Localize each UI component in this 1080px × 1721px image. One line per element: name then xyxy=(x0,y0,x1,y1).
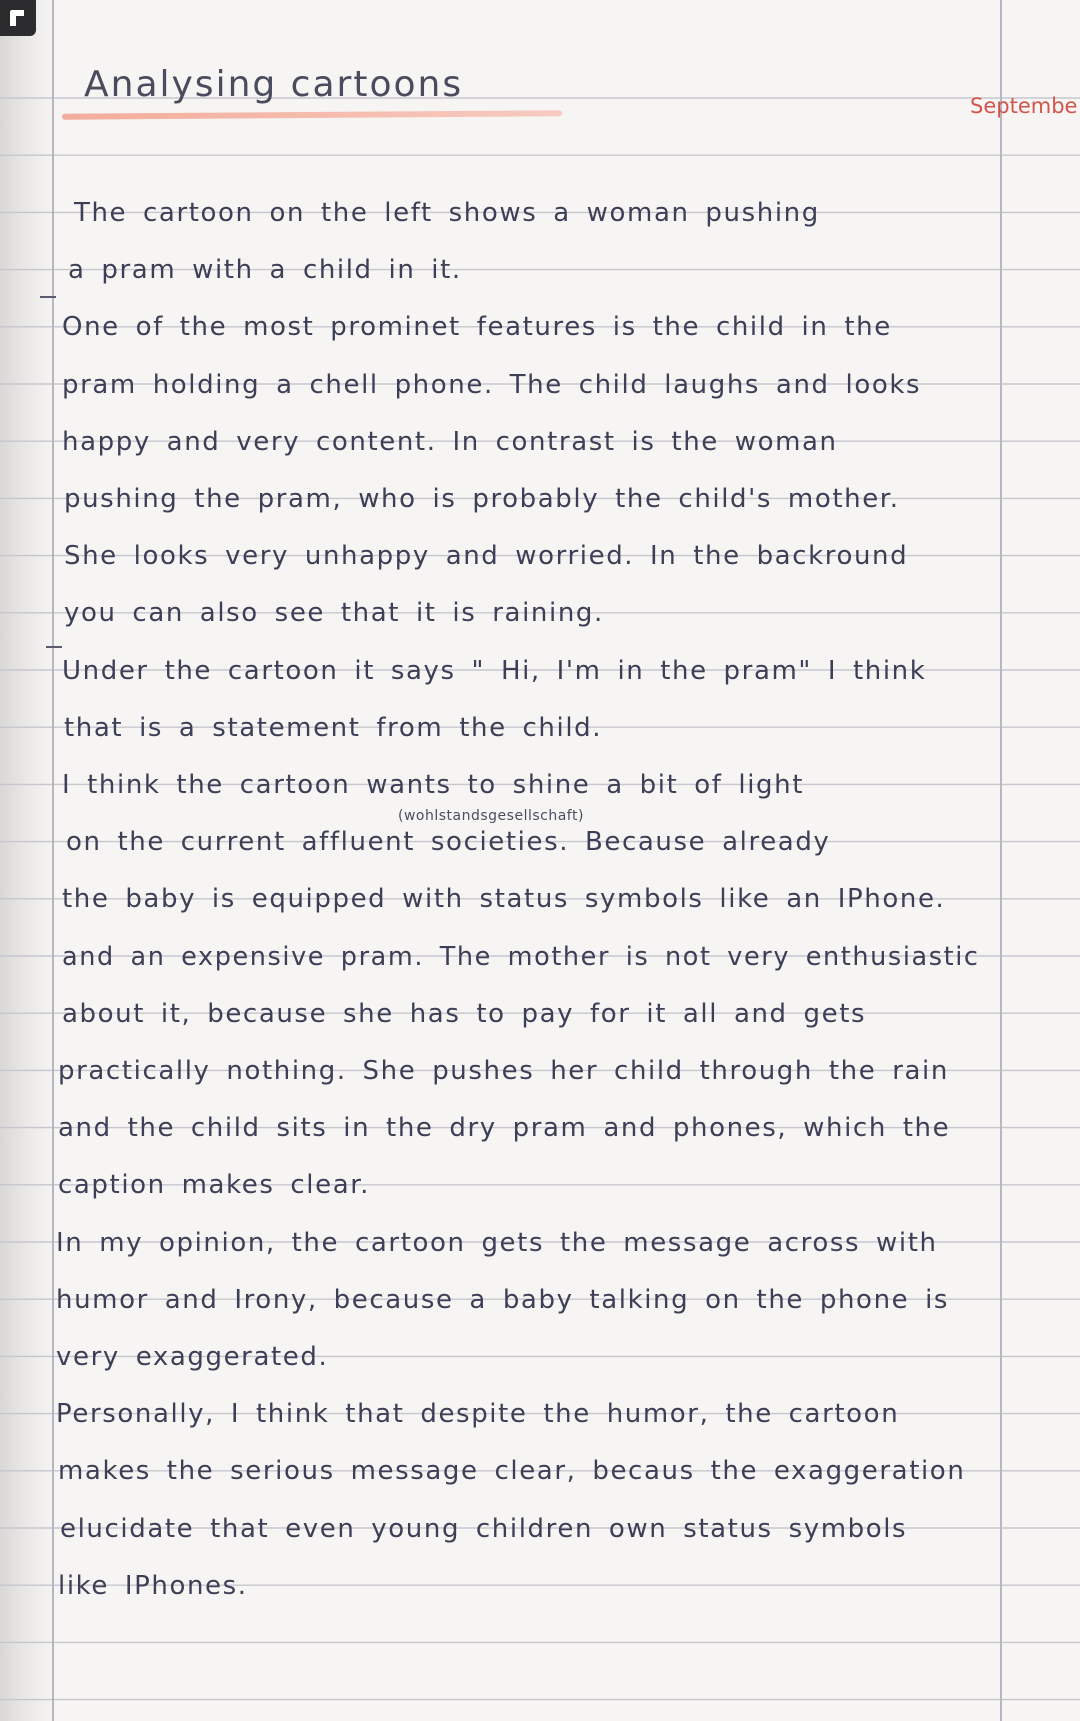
text-line: Personally, I think that despite the humor, the cartoon xyxy=(56,1399,900,1430)
text-line: happy and very content. In contrast is the woman xyxy=(62,426,838,457)
page-title: Analysing cartoons xyxy=(84,64,464,105)
heading xyxy=(84,64,463,105)
text-line: and an expensive pram. The mother is not very enthusiastic xyxy=(62,941,980,972)
text-line: pushing the pram, who is probably the child's mother. xyxy=(64,484,900,514)
text-line: One of the most prominet features is the child in the xyxy=(62,312,892,343)
text-line: you can also see that it is raining. xyxy=(64,598,604,629)
text-line: pram holding a chell phone. The child laughs and looks xyxy=(62,369,922,400)
margin-mark xyxy=(46,646,62,648)
right-margin-line xyxy=(1000,0,1002,1721)
text-line: In my opinion, the cartoon gets the message across with xyxy=(56,1227,938,1258)
text-line: She looks very unhappy and worried. In the backround xyxy=(64,541,909,572)
text-line: very exaggerated. xyxy=(56,1342,329,1372)
annotation-note: (wohlstandsgesellschaft) xyxy=(398,808,584,824)
text-line: about it, because she has to pay for it all and gets xyxy=(62,998,867,1029)
text-line: The cartoon on the left shows a woman pushing xyxy=(74,198,820,228)
text-line: the baby is equipped with status symbols like an IPhone. xyxy=(62,884,946,915)
text-line: that is a statement from the child. xyxy=(64,712,603,743)
text-line: makes the serious message clear, becaus the exaggeration xyxy=(58,1456,966,1487)
text-line: like IPhones. xyxy=(58,1570,248,1601)
left-margin-line xyxy=(52,0,54,1721)
margin-mark xyxy=(40,296,56,298)
text-line: caption makes clear. xyxy=(58,1170,371,1201)
text-line: a pram with a child in it. xyxy=(68,255,462,286)
text-line: Under the cartoon it says " Hi, I'm in the pram" I think xyxy=(62,655,927,686)
text-line: and the child sits in the dry pram and phones, which the xyxy=(58,1113,951,1144)
date-label: Septembe xyxy=(970,94,1078,118)
app-logo-icon xyxy=(0,0,36,36)
text-line: humor and Irony, because a baby talking on the phone is xyxy=(56,1284,950,1315)
text-line: elucidate that even young children own status symbols xyxy=(60,1513,908,1544)
text-line: practically nothing. She pushes her child through the rain xyxy=(58,1056,949,1086)
text-line: on the current affluent societies. Because already xyxy=(66,827,831,858)
text-line: I think the cartoon wants to shine a bit of light xyxy=(62,770,804,800)
